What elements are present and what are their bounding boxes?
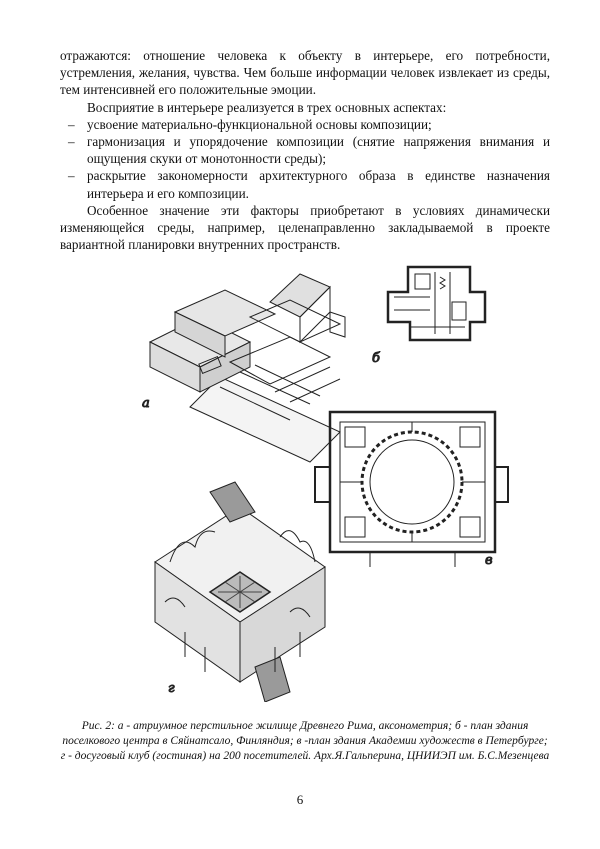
- dash-marker: –: [68, 168, 75, 184]
- page-number: 6: [296, 792, 304, 807]
- figure-caption: Рис. 2: а - атриумное перстильное жилище Древнего Рима, аксонометрия; б - план здания поселкового центра в Сяйнатсало, Финляндия; в -план здания Академии художеств в Петербурге; г - досуговый клуб (гостиная) на 200 посетителей. Арх.Я.Гальперина, ЦНИИЭП им. Б.С.Мезенцева: [60, 720, 550, 762]
- drawing-v-academy-plan: [315, 412, 508, 568]
- dash-marker: –: [68, 116, 75, 132]
- label-a: а: [142, 396, 150, 411]
- drawing-b-plan: [372, 267, 485, 366]
- label-v: в: [485, 553, 493, 568]
- body-text: [60, 47, 550, 253]
- paragraph-1: отражаются: отношение человека к объекту в интерьере, его потребности, устремления, желания, чувства. Чем больше информации человек извлекает из среды, тем интенсивней его положительные эмоции.: [60, 48, 550, 98]
- list-item: – раскрытие закономерности архитектурного образа в единстве назначения интерьера и его композиции.: [68, 168, 550, 201]
- aspects-list: [60, 116, 550, 202]
- paragraph-3: Особенное значение эти факторы приобретают в условиях динамически изменяющейся среды, например, целенаправленно закладываемой в проекте вариантной планировки внутренних пространств.: [60, 202, 550, 253]
- paragraph-2: Восприятие в интерьере реализуется в трех основных аспектах:: [87, 99, 447, 115]
- drawing-a-roman-house: [142, 274, 345, 462]
- list-item: – усвоение материально-функциональной основы композиции;: [68, 116, 432, 132]
- drawing-g-club: [155, 482, 325, 702]
- list-item: – гармонизация и упорядочение композиции (снятие напряжения внимания и ощущения скуки от монотонности среды);: [68, 134, 550, 167]
- label-g: г: [168, 681, 175, 696]
- label-b: б: [372, 351, 380, 366]
- architectural-figure: [140, 262, 560, 702]
- dash-marker: –: [68, 134, 75, 150]
- figure-drawings: [140, 262, 560, 702]
